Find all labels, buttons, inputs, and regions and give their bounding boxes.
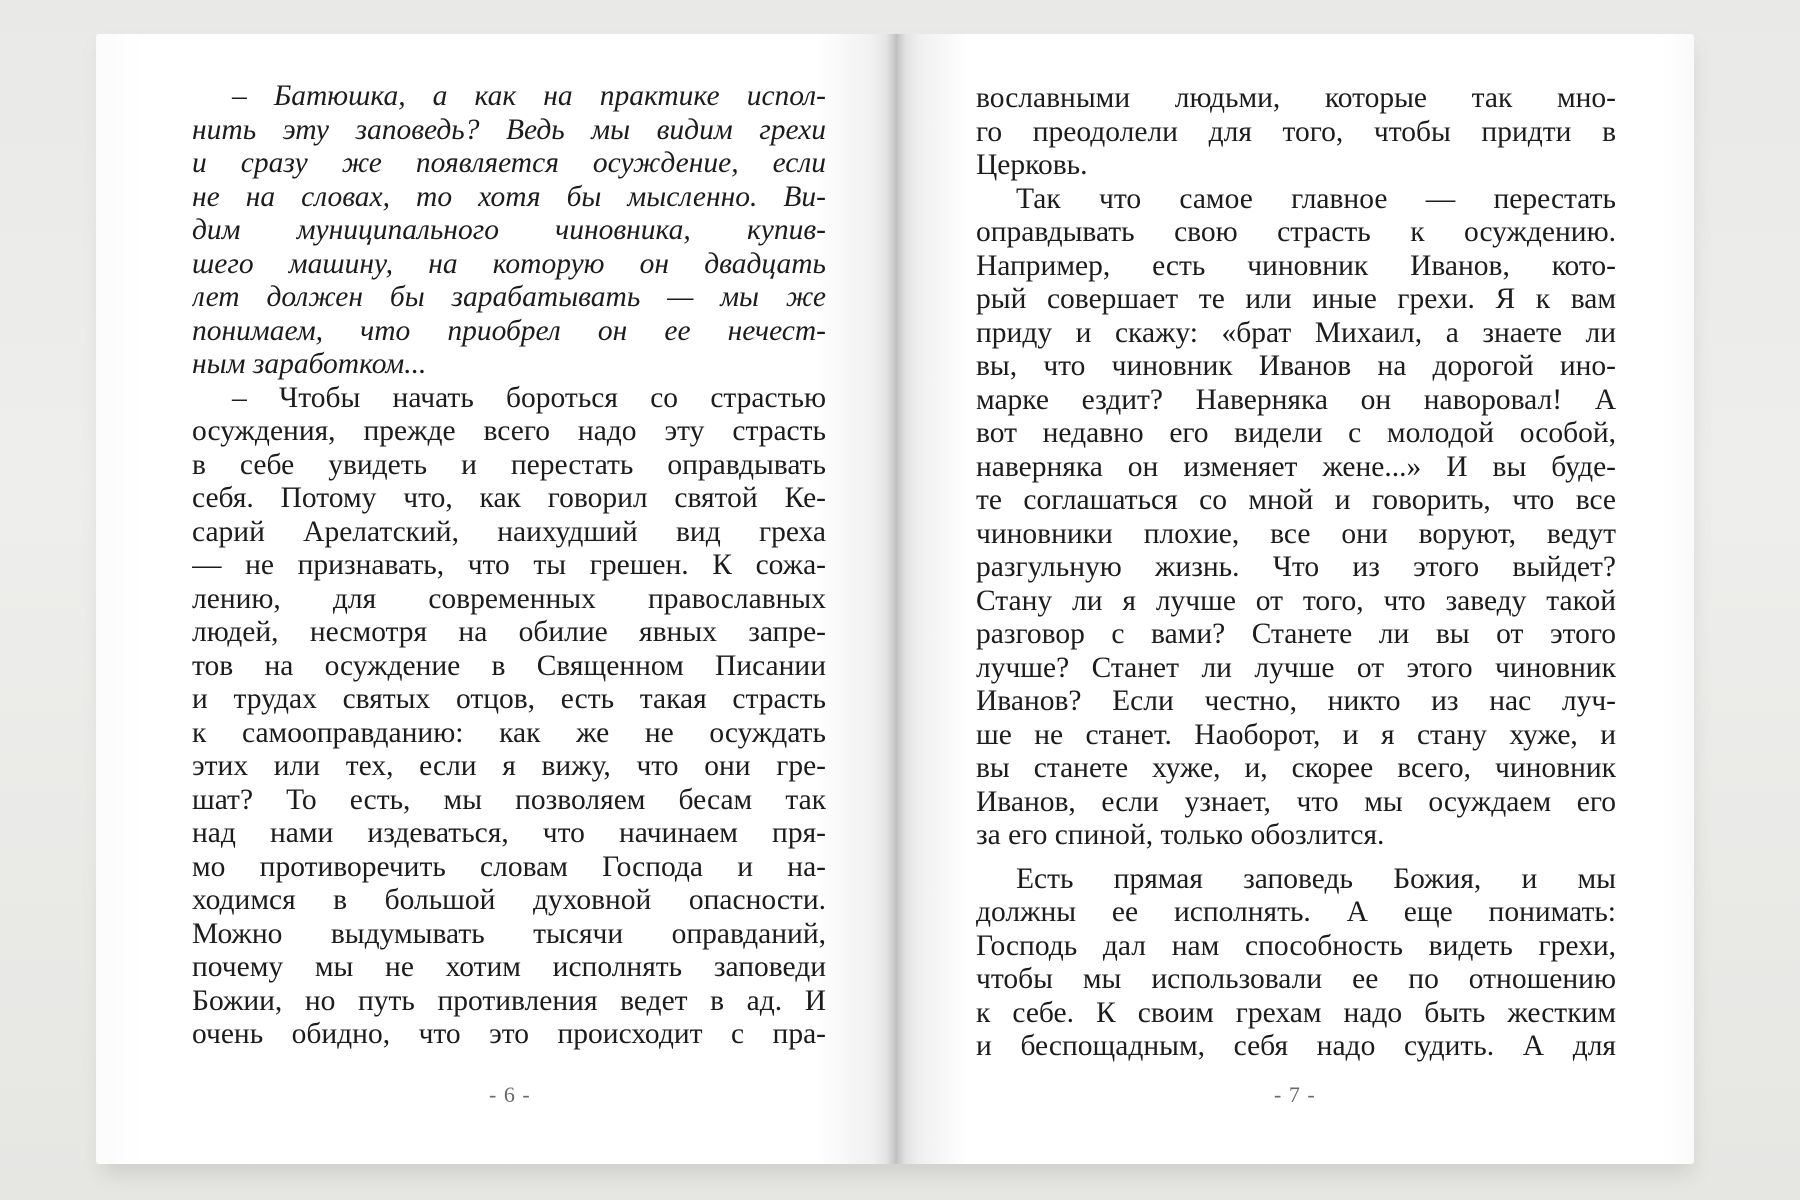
text-line: и беспощадным, себя надо судить. А для (976, 1030, 1616, 1062)
text-line: тов на осуждение в Священном Писании (192, 649, 826, 682)
text-line: вот недавно его видели с молодой особой, (976, 417, 1616, 449)
text-line: шего машину, на которую он двадцать (192, 247, 826, 280)
text-line: наверняка он изменяет жене...» И вы буде- (976, 450, 1616, 483)
text-line: го преодолели для того, чтобы придти в (976, 115, 1616, 148)
text-line: лучше? Станет ли лучше от этого чиновник (976, 651, 1616, 684)
text-line: Есть прямая заповедь Божия, и мы (1016, 862, 1616, 895)
text-line: ным заработком... (192, 348, 427, 380)
text-line: этих или тех, если я вижу, что они гре- (192, 750, 826, 782)
right-page (896, 34, 1694, 1164)
text-line: осуждения, прежде всего надо эту страсть (192, 415, 826, 447)
text-line: очень обидно, что это происходит с пра- (192, 1018, 826, 1050)
text-line: к себе. К своим грехам надо быть жестким (976, 996, 1616, 1029)
text-line: ходимся в большой духовной опасности. (192, 884, 826, 916)
text-line: и сразу же появляется осуждение, если (192, 147, 826, 179)
text-line: ше не станет. Наоборот, и я стану хуже, и (976, 718, 1616, 751)
text-line: вы, что чиновник Иванов на дорогой ино- (976, 350, 1616, 382)
text-line: людей, несмотря на обилие явных запре- (192, 616, 826, 648)
text-line: к самооправданию: как же не осуждать (192, 716, 826, 749)
paragraph-gap (976, 853, 1616, 863)
text-line: лет должен бы зарабатывать — мы же (192, 281, 826, 313)
right-page-number: - 7 - (1274, 1082, 1316, 1107)
text-line: приду и скажу: «брат Михаил, а знаете ли (976, 316, 1616, 349)
text-line: шат? То есть, мы позволяем бесам так (192, 783, 826, 816)
text-line: Можно выдумывать тысячи оправданий, (192, 917, 826, 950)
text-line: понимаем, что приобрел он ее нечест- (192, 314, 826, 347)
right-page-text (976, 82, 1616, 1064)
text-line: Божии, но путь противления ведет в ад. И (192, 984, 826, 1017)
text-line: Так что самое главное — перестать (1016, 182, 1616, 215)
text-line: дим муниципального чиновника, купив- (192, 214, 826, 246)
text-line: лению, для современных православных (192, 582, 826, 615)
text-line: себя. Потому что, как говорил святой Ке- (192, 482, 826, 514)
text-line: в себе увидеть и перестать оправдывать (192, 448, 826, 481)
text-line: почему мы не хотим исполнять заповеди (192, 951, 826, 983)
text-line: — не признавать, что ты грешен. К сожа- (192, 549, 826, 581)
text-line: те соглашаться со мной и говорить, что все (976, 484, 1616, 516)
text-line: за его спиной, только обозлится. (976, 819, 1385, 851)
text-line: рый совершает те или иные грехи. Я к вам (976, 283, 1616, 315)
text-line: не на словах, то хотя бы мысленно. Ви- (192, 180, 826, 213)
left-page (96, 34, 896, 1164)
text-line: Господь дал нам способность видеть грехи, (976, 929, 1616, 962)
text-line: оправдывать свою страсть к осуждению. (976, 216, 1616, 248)
open-book (96, 34, 1694, 1164)
text-line: чиновники плохие, все они воруют, ведут (976, 517, 1616, 550)
text-line: – Чтобы начать бороться со страстью (232, 381, 826, 414)
text-line: Например, есть чиновник Иванов, кото- (976, 249, 1616, 282)
text-line: сарий Арелатский, наихудший вид греха (192, 515, 826, 548)
text-line: вославными людьми, которые так мно- (976, 82, 1616, 114)
text-line: Иванов, если узнает, что мы осуждаем его (976, 785, 1616, 818)
text-line: разгульную жизнь. Что из этого выйдет? (976, 551, 1616, 583)
text-line: над нами издеваться, что начинаем пря- (192, 817, 826, 849)
text-line: должны ее исполнять. А еще понимать: (976, 896, 1616, 928)
text-line: Иванов? Если честно, никто из нас луч- (976, 685, 1616, 717)
text-line: чтобы мы использовали ее по отношению (976, 963, 1616, 995)
text-line: нить эту заповедь? Ведь мы видим грехи (192, 113, 826, 146)
text-line: марке ездит? Наверняка он наворовал! А (976, 383, 1616, 416)
text-line: вы станете хуже, и, скорее всего, чиновник (976, 752, 1616, 784)
left-page-number: - 6 - (489, 1082, 531, 1107)
text-line: разговор с вами? Станете ли вы от этого (976, 618, 1616, 650)
text-line: мо противоречить словам Господа и на- (192, 850, 826, 883)
text-line: Стану ли я лучше от того, что заведу такой (976, 584, 1616, 617)
text-line: и трудах святых отцов, есть такая страсть (192, 683, 826, 715)
left-page-text (192, 80, 826, 1052)
text-line: Церковь. (976, 149, 1088, 181)
text-line: – Батюшка, а как на практике испол- (232, 80, 826, 112)
